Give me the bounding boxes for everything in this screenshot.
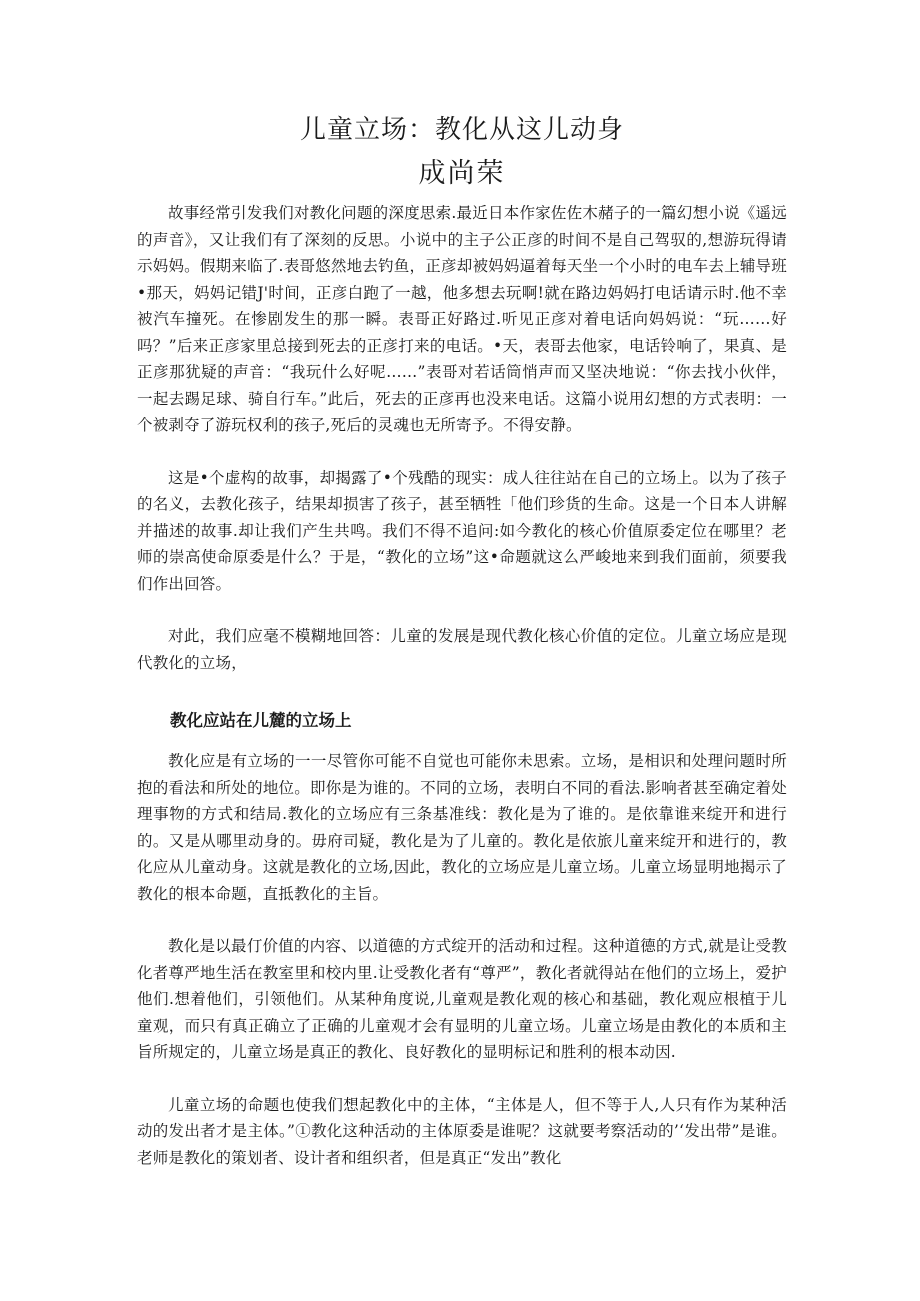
document-author: 成尚荣: [418, 158, 506, 189]
section-heading: 教化应站在儿麓的立场上: [170, 711, 352, 730]
paragraph-intro-3: 对此，我们应毫不模糊地回答：儿童的发展是现代教化核心价值的定位。儿童立场应是现代教化的立场，: [137, 627, 787, 672]
paragraph-section-2: 教化是以最仃价值的内容、以道德的方式绽开的活动和过程。这种道德的方式,就是让受教化者尊严地生活在教室里和校内里.让受教化者有“尊严”，教化者就得站在他们的立场上，爱护他们.想着他们，引领他们。从某种角度说,儿童观是教化观的核心和基础，教化观应根植于儿童观，而只有真正确立了正确的儿童观才会有显明的儿童立场。儿童立场是由教化的本质和主旨所规定的，儿童立场是真正的教化、良好教化的显明标记和胜利的根本动因.: [137, 937, 787, 1061]
paragraph-section-3: 儿童立场的命题也使我们想起教化中的主体，“主体是人，但不等于人,人只有作为某种活动的发出者才是主体。”①教化这种活动的主体原委是谁呢？这就要考察活动的’‘发出带”是谁。老师是教化的策划者、设计者和组织者，但是真正“发出”教化: [137, 1095, 787, 1167]
document-page: [137, 110, 787, 1171]
document-title: 儿童立场：教化从这儿动身: [299, 115, 624, 145]
paragraph-gap: [137, 676, 787, 702]
paragraph-gap: [137, 907, 787, 933]
paragraph-section-1: 教化应是有立场的一一尽管你可能不自觉也可能你未思索。立场，是相识和处理问题时所抱的看法和所处的地位。即你是为谁的。不同的立场，表明白不同的看法.影响者甚至确定着处理事物的方式和结局.教化的立场应有三条基准线：教化是为了谁的。是依靠谁来绽开和进行的。又是从哪里动身的。毋府司疑，教化是为了儿童的。教化是依旅儿童来绽开和进行的，教化应从儿童动身。这就是教化的立场,因此，教化的立场应是儿童立场。儿童立场显明地揭示了教化的根本命题，直抵教化的主旨。: [137, 752, 787, 903]
paragraph-gap: [137, 597, 787, 623]
paragraph-gap: [137, 439, 787, 465]
paragraph-intro-2: 这是•个虚构的故事，却揭露了•个残酷的现实：成人往往站在自己的立场上。以为了孩子的名义，去教化孩子，结果却损害了孩子，甚至牺牲「他们珍货的生命。这是一个日本人讲解并描述的故事.却让我们产生共鸣。我们不得不追问:如今教化的核心价值原委定位在哪里？老师的崇高使命原委是什么？于是，“教化的立场”这•命题就这么严峻地来到我们面前，须要我们作出回答。: [137, 468, 787, 593]
paragraph-intro-1: 故事经常引发我们对教化问题的深度思索.最近日本作家佐佐木赭子的一篇幻想小说《遥远的声音》，又让我们有了深刻的反思。小说中的主子公正彦的时间不是自己驾驭的,想游玩得请示妈妈。假期来临了.表哥悠然地去钓鱼，正彦却被妈妈逼着每天坐一个小时的电车去上辅导班•那天，妈妈记错J'时间，正彦白跑了一越，他多想去玩啊!就在路边妈妈打电话请示时.他不幸被汽车撞死。在惨剧发生的那一瞬。表哥正好路过.听见正彦对着电话向妈妈说：“玩……好吗？”后来正彦家里总接到死去的正彦打来的电话。•天，表哥去他家，电话铃响了，果真、是正彦那犹疑的声音：“我玩什么好呢……”表哥对若话筒悄声而又坚决地说：“你去找小伙伴，一起去踢足球、骑自行车。”此后，死去的正彦再也没来电话。这篇小说用幻想的方式表明：一个被剥夺了游玩权利的孩子,死后的灵魂也无所寄予。不得安静。: [137, 204, 787, 434]
paragraph-gap: [137, 1066, 787, 1092]
